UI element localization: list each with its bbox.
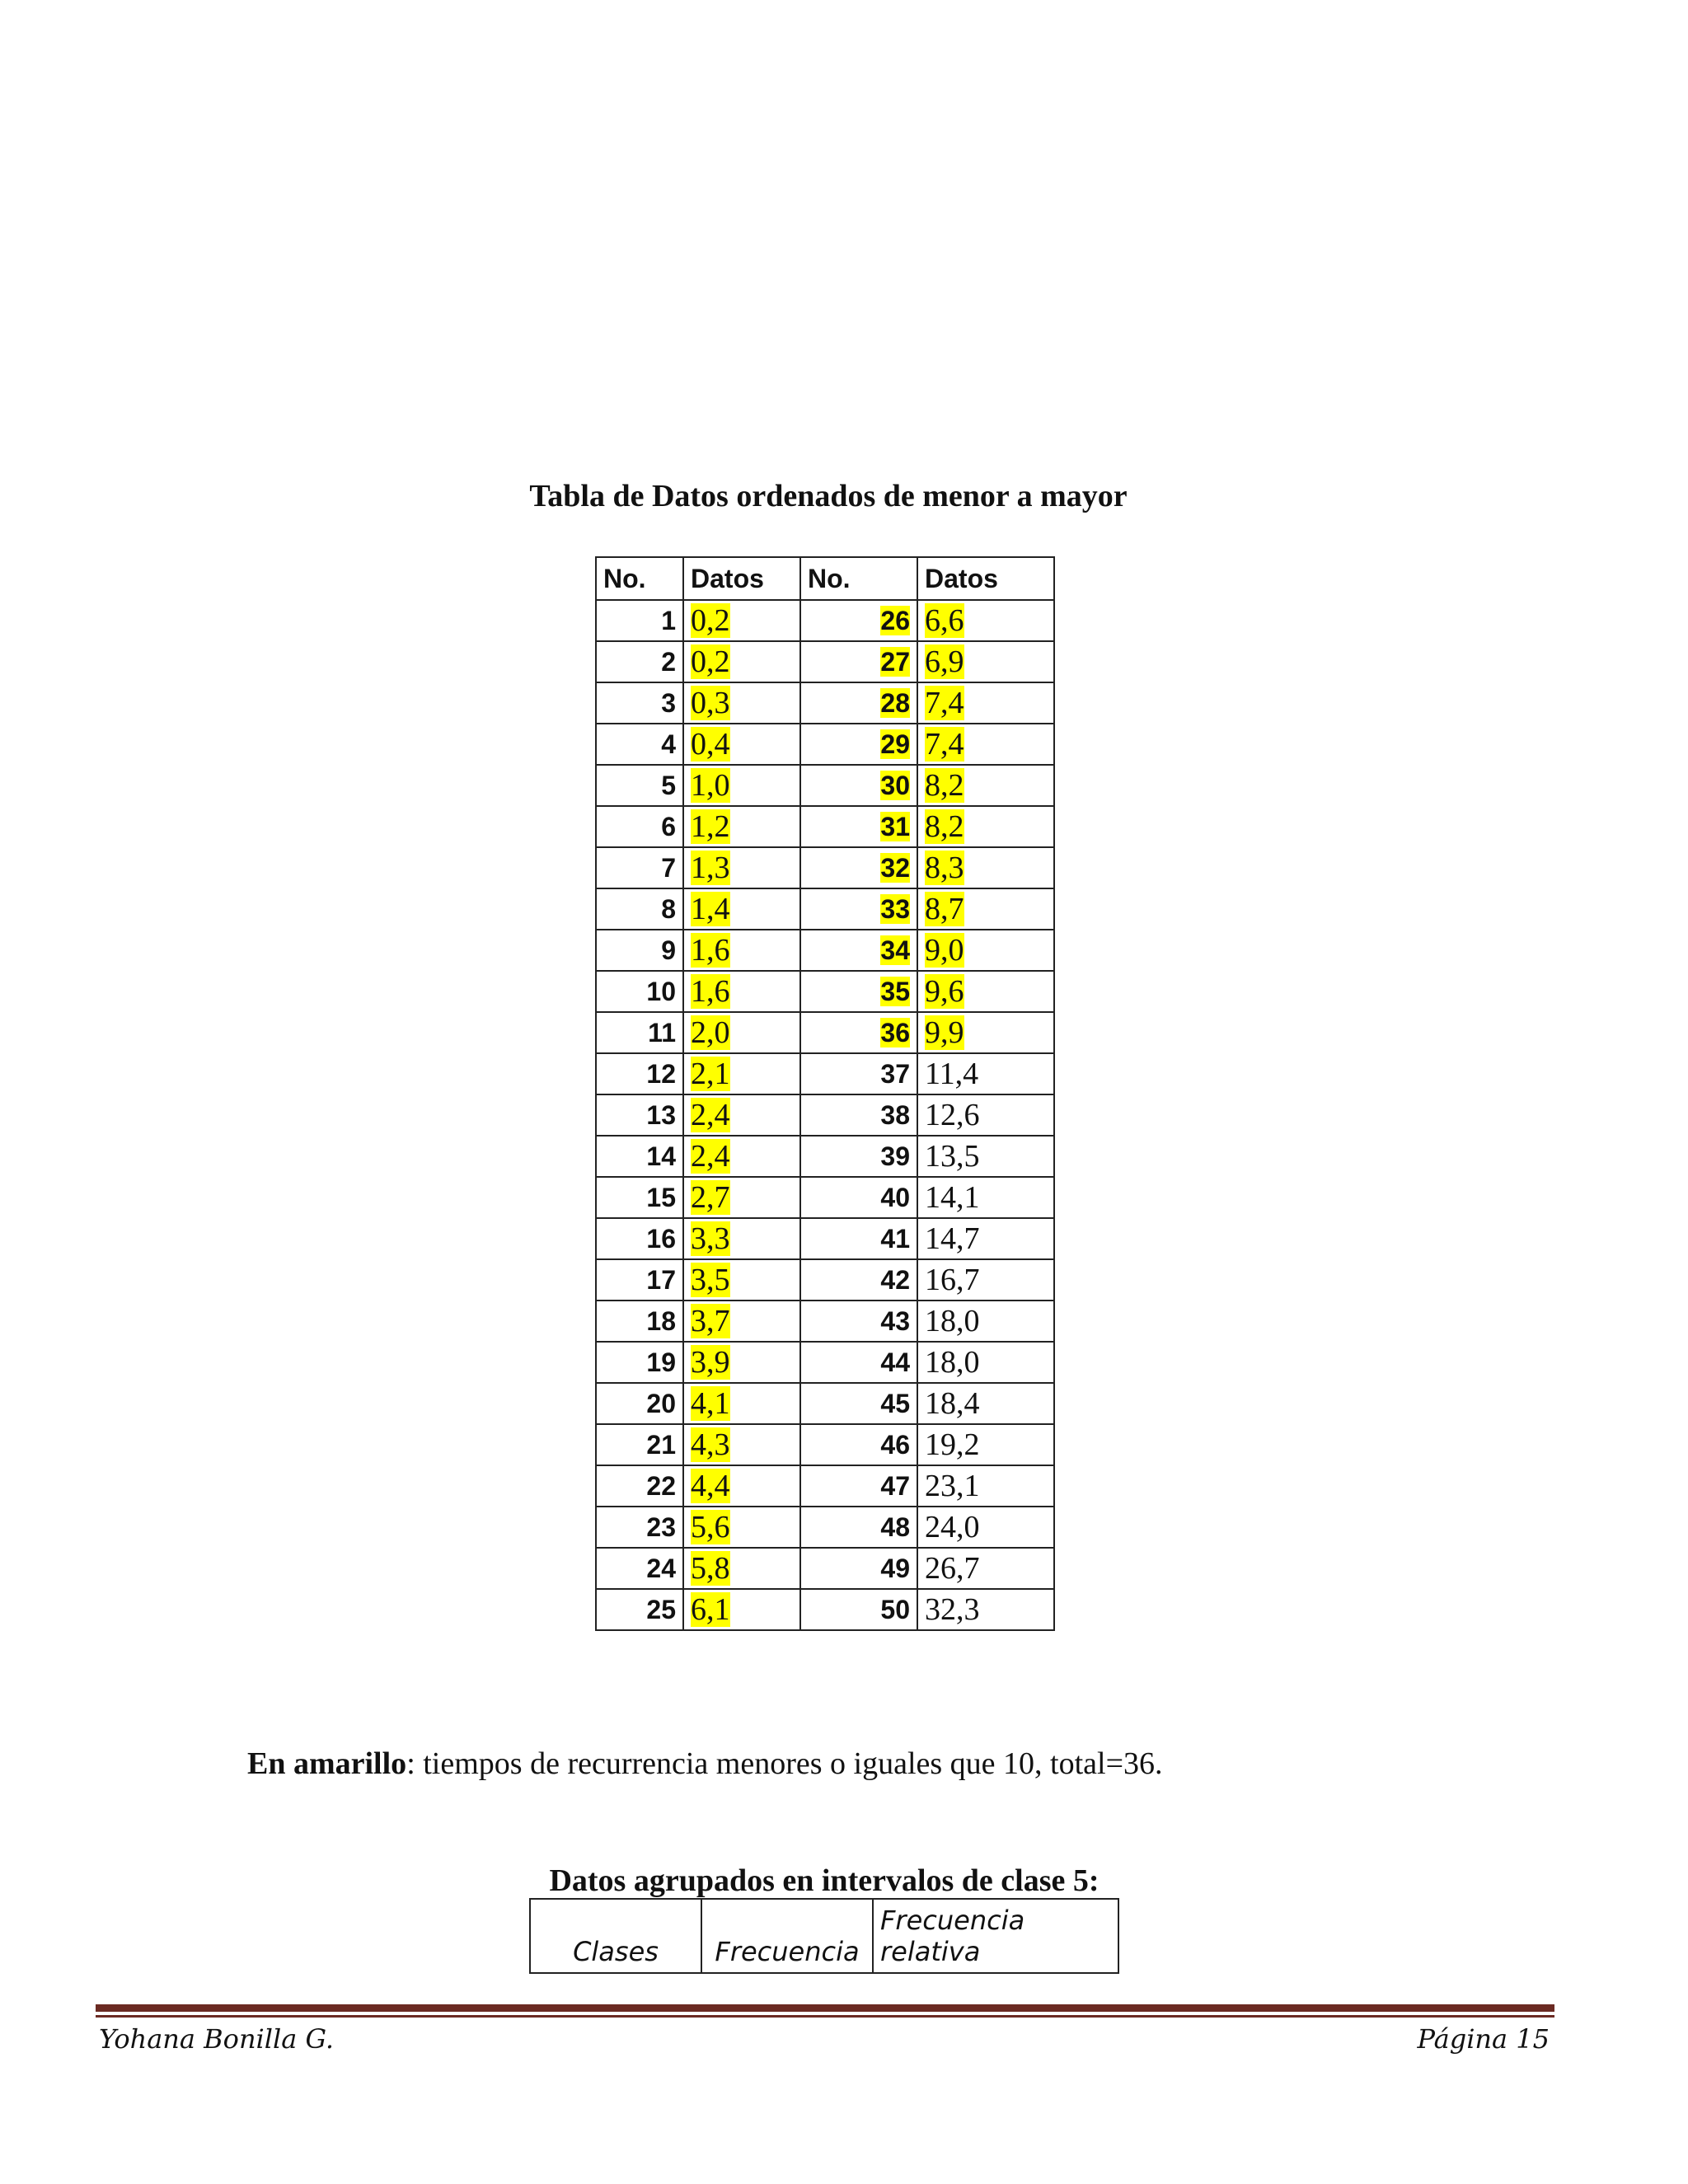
row-value: [917, 971, 1054, 1012]
row-value: [917, 1177, 1054, 1218]
row-value: [683, 1012, 800, 1053]
highlight-note: [247, 1746, 1163, 1782]
table-row: [596, 1465, 1054, 1507]
row-number: [800, 888, 917, 930]
row-value-text: 2,0: [691, 1015, 730, 1050]
row-number-text: 24: [646, 1553, 676, 1583]
section-subtitle: Datos agrupados en intervalos de clase 5:: [549, 1863, 1100, 1898]
row-value: [917, 1012, 1054, 1053]
row-value-text: 3,7: [691, 1304, 730, 1338]
row-value: [683, 765, 800, 806]
header-frecuencia-relativa: Frecuencia relativa: [873, 1899, 1118, 1973]
row-value-text: 8,3: [925, 851, 964, 885]
row-value: [683, 1053, 800, 1094]
row-value: [917, 1218, 1054, 1259]
row-number: [596, 1012, 683, 1053]
row-value-text: 4,1: [691, 1386, 730, 1421]
row-value: [683, 1136, 800, 1177]
table-row: [596, 1383, 1054, 1424]
row-number: [800, 1259, 917, 1301]
row-value-text: 8,2: [925, 768, 964, 803]
row-number: [800, 1424, 917, 1465]
table-row: [596, 806, 1054, 847]
row-value: [683, 1342, 800, 1383]
row-number: [596, 888, 683, 930]
row-value: [683, 1094, 800, 1136]
row-number: [800, 1012, 917, 1053]
row-value-text: 18,0: [925, 1345, 980, 1380]
table-header-row: [596, 557, 1054, 600]
row-value-text: 3,9: [691, 1345, 730, 1380]
row-number: [596, 600, 683, 641]
row-number: [800, 806, 917, 847]
row-number-text: 38: [880, 1099, 910, 1130]
row-number-text: 48: [880, 1511, 910, 1542]
row-value-text: 2,4: [691, 1098, 730, 1132]
row-number: [596, 1507, 683, 1548]
row-value-text: 19,2: [925, 1427, 980, 1462]
row-value: [917, 1589, 1054, 1630]
row-value: [917, 1507, 1054, 1548]
row-value-text: 0,4: [691, 727, 730, 762]
table-row: [596, 1342, 1054, 1383]
row-value-text: 11,4: [925, 1057, 979, 1091]
table-row: [596, 971, 1054, 1012]
row-value: [917, 930, 1054, 971]
row-number: [596, 971, 683, 1012]
table-row: [596, 724, 1054, 765]
row-number-text: 32: [880, 852, 910, 883]
row-number: [596, 765, 683, 806]
row-value-text: 9,0: [925, 933, 964, 968]
row-number-text: 29: [880, 729, 910, 759]
row-number: [800, 1383, 917, 1424]
row-value: [917, 1053, 1054, 1094]
row-number-text: 44: [880, 1347, 910, 1377]
row-value: [917, 600, 1054, 641]
row-value-text: 14,1: [925, 1180, 980, 1215]
row-number-text: 27: [880, 646, 910, 677]
table-row: [596, 600, 1054, 641]
row-number-text: 10: [646, 976, 676, 1006]
row-number-text: 35: [880, 976, 910, 1006]
row-value-text: 16,7: [925, 1263, 980, 1297]
row-value-text: 24,0: [925, 1510, 980, 1544]
row-value-text: 32,3: [925, 1592, 980, 1627]
row-number-text: 39: [880, 1141, 910, 1171]
table-row: [596, 1053, 1054, 1094]
note-bold: En amarillo: [247, 1746, 407, 1781]
row-value-text: 4,3: [691, 1427, 730, 1462]
table-row: [596, 641, 1054, 682]
row-number-text: 15: [646, 1182, 676, 1212]
header-no-1: No.: [596, 557, 683, 600]
row-number: [596, 1053, 683, 1094]
row-value-text: 6,6: [925, 603, 964, 638]
row-number: [800, 1301, 917, 1342]
row-value: [917, 724, 1054, 765]
row-value: [683, 600, 800, 641]
row-number-text: 16: [646, 1223, 676, 1254]
row-number-text: 41: [880, 1223, 910, 1254]
row-value-text: 1,0: [691, 768, 730, 803]
row-number-text: 42: [880, 1264, 910, 1295]
row-value-text: 9,9: [925, 1015, 964, 1050]
table-row: [596, 1218, 1054, 1259]
row-number: [596, 1424, 683, 1465]
row-value: [917, 765, 1054, 806]
row-number: [800, 1136, 917, 1177]
row-value: [917, 1548, 1054, 1589]
table-row: [596, 847, 1054, 888]
row-number: [596, 1383, 683, 1424]
row-number-text: 12: [646, 1058, 676, 1089]
row-value: [683, 1218, 800, 1259]
row-number-text: 28: [880, 687, 910, 718]
row-number-text: 46: [880, 1429, 910, 1460]
row-value: [917, 1342, 1054, 1383]
table-row: [596, 1548, 1054, 1589]
row-number-text: 21: [646, 1429, 676, 1460]
row-number: [596, 1094, 683, 1136]
row-number: [800, 682, 917, 724]
row-value: [683, 930, 800, 971]
row-number-text: 34: [880, 935, 910, 965]
row-number-text: 4: [661, 729, 676, 759]
note-text: : tiempos de recurrencia menores o iguales que 10, total=36.: [406, 1746, 1163, 1781]
row-value: [917, 641, 1054, 682]
row-value-text: 12,6: [925, 1098, 980, 1132]
row-value: [683, 847, 800, 888]
row-number: [800, 1589, 917, 1630]
row-number-text: 6: [661, 811, 676, 841]
row-value-text: 2,7: [691, 1180, 730, 1215]
header-no-2: No.: [800, 557, 917, 600]
row-value-text: 7,4: [925, 727, 964, 762]
row-value: [683, 641, 800, 682]
row-value-text: 14,7: [925, 1221, 980, 1256]
row-number-text: 11: [648, 1017, 676, 1047]
row-value-text: 1,4: [691, 892, 730, 926]
row-number: [800, 930, 917, 971]
row-number-text: 14: [646, 1141, 676, 1171]
row-number-text: 37: [880, 1058, 910, 1089]
row-value-text: 9,6: [925, 974, 964, 1009]
row-number-text: 1: [661, 605, 676, 635]
footer-rule-thin: [96, 2015, 1554, 2018]
row-value-text: 2,1: [691, 1057, 730, 1091]
row-value: [683, 1177, 800, 1218]
row-value-text: 1,6: [691, 974, 730, 1009]
row-number-text: 22: [646, 1470, 676, 1501]
row-value: [917, 1301, 1054, 1342]
row-value: [683, 1424, 800, 1465]
row-value-text: 5,6: [691, 1510, 730, 1544]
page-title: Tabla de Datos ordenados de menor a mayor: [529, 479, 1128, 513]
row-number-text: 47: [880, 1470, 910, 1501]
row-number: [800, 1177, 917, 1218]
row-number: [800, 1094, 917, 1136]
row-number: [596, 1136, 683, 1177]
row-value: [683, 682, 800, 724]
row-value-text: 1,2: [691, 809, 730, 844]
row-number-text: 50: [880, 1594, 910, 1624]
table-row: [596, 1177, 1054, 1218]
row-value: [917, 1383, 1054, 1424]
row-value: [917, 1136, 1054, 1177]
row-number: [596, 1342, 683, 1383]
row-number: [800, 724, 917, 765]
row-number-text: 18: [646, 1305, 676, 1336]
table-row: [596, 765, 1054, 806]
row-value-text: 18,4: [925, 1386, 980, 1421]
row-number: [800, 1218, 917, 1259]
row-value: [917, 1424, 1054, 1465]
row-number-text: 25: [646, 1594, 676, 1624]
row-value-text: 7,4: [925, 686, 964, 720]
row-number-text: 3: [661, 687, 676, 718]
row-number: [800, 1548, 917, 1589]
row-value: [917, 1259, 1054, 1301]
row-number: [596, 1218, 683, 1259]
row-number: [596, 1589, 683, 1630]
row-value-text: 13,5: [925, 1139, 980, 1174]
table-row: [596, 1012, 1054, 1053]
row-number-text: 49: [880, 1553, 910, 1583]
row-value: [917, 682, 1054, 724]
row-number: [596, 847, 683, 888]
row-number-text: 40: [880, 1182, 910, 1212]
row-value: [917, 1465, 1054, 1507]
row-number: [596, 930, 683, 971]
row-number: [596, 1177, 683, 1218]
row-value-text: 0,2: [691, 644, 730, 679]
row-value: [683, 1548, 800, 1589]
row-value-text: 5,8: [691, 1551, 730, 1586]
row-number-text: 5: [661, 770, 676, 800]
row-number-text: 43: [880, 1305, 910, 1336]
table-body: [596, 600, 1054, 1630]
row-value: [917, 847, 1054, 888]
row-value-text: 3,3: [691, 1221, 730, 1256]
row-value-text: 6,9: [925, 644, 964, 679]
row-value: [917, 1094, 1054, 1136]
table-row: [596, 1424, 1054, 1465]
row-number-text: 8: [661, 893, 676, 924]
sorted-data-table: [595, 556, 1055, 1631]
row-value: [683, 1259, 800, 1301]
row-value-text: 0,2: [691, 603, 730, 638]
classes-header-row: [530, 1899, 1118, 1973]
row-number-text: 30: [880, 770, 910, 800]
row-value: [683, 1465, 800, 1507]
row-number: [800, 847, 917, 888]
row-value-text: 0,3: [691, 686, 730, 720]
footer-page-number: Página 15: [1417, 2023, 1550, 2055]
row-number: [800, 971, 917, 1012]
row-number: [800, 1507, 917, 1548]
header-datos-2: Datos: [917, 557, 1054, 600]
row-number-text: 33: [880, 893, 910, 924]
table-row: [596, 682, 1054, 724]
row-number-text: 23: [646, 1511, 676, 1542]
row-number-text: 19: [646, 1347, 676, 1377]
row-number-text: 17: [646, 1264, 676, 1295]
row-number-text: 20: [646, 1388, 676, 1418]
row-value: [683, 1589, 800, 1630]
row-value-text: 18,0: [925, 1304, 980, 1338]
row-value: [683, 806, 800, 847]
row-value: [683, 888, 800, 930]
header-datos-1: Datos: [683, 557, 800, 600]
row-number-text: 7: [661, 852, 676, 883]
row-value: [683, 1383, 800, 1424]
row-number: [596, 806, 683, 847]
table-row: [596, 1094, 1054, 1136]
row-value-text: 2,4: [691, 1139, 730, 1174]
row-value: [917, 888, 1054, 930]
row-number-text: 2: [661, 646, 676, 677]
footer-author: Yohana Bonilla G.: [99, 2023, 335, 2055]
row-value-text: 4,4: [691, 1469, 730, 1503]
row-value: [683, 1507, 800, 1548]
row-value: [683, 971, 800, 1012]
row-number: [800, 600, 917, 641]
row-number: [800, 765, 917, 806]
row-number-text: 31: [880, 811, 910, 841]
row-number: [596, 1259, 683, 1301]
header-frecuencia: Frecuencia: [701, 1899, 873, 1973]
row-value: [683, 724, 800, 765]
row-number: [800, 1342, 917, 1383]
row-number: [800, 1053, 917, 1094]
table-row: [596, 1136, 1054, 1177]
table-row: [596, 1507, 1054, 1548]
row-value-text: 8,2: [925, 809, 964, 844]
row-number: [596, 682, 683, 724]
row-value-text: 6,1: [691, 1592, 730, 1627]
row-value-text: 3,5: [691, 1263, 730, 1297]
row-number: [800, 641, 917, 682]
row-number: [596, 1301, 683, 1342]
classes-table: [529, 1898, 1119, 1974]
row-number-text: 26: [880, 605, 910, 635]
row-number: [800, 1465, 917, 1507]
row-number-text: 13: [646, 1099, 676, 1130]
row-value: [683, 1301, 800, 1342]
table-row: [596, 888, 1054, 930]
row-value-text: 8,7: [925, 892, 964, 926]
header-clases: Clases: [530, 1899, 701, 1973]
row-value-text: 1,6: [691, 933, 730, 968]
table-row: [596, 1589, 1054, 1630]
row-number-text: 45: [880, 1388, 910, 1418]
row-value: [917, 806, 1054, 847]
row-number-text: 9: [661, 935, 676, 965]
row-value-text: 26,7: [925, 1551, 980, 1586]
row-number: [596, 1548, 683, 1589]
table-row: [596, 930, 1054, 971]
footer-rule: [96, 2004, 1554, 2012]
table-row: [596, 1301, 1054, 1342]
row-number: [596, 1465, 683, 1507]
table-row: [596, 1259, 1054, 1301]
row-number: [596, 724, 683, 765]
row-number-text: 36: [880, 1017, 910, 1047]
row-number: [596, 641, 683, 682]
row-value-text: 23,1: [925, 1469, 980, 1503]
row-value-text: 1,3: [691, 851, 730, 885]
